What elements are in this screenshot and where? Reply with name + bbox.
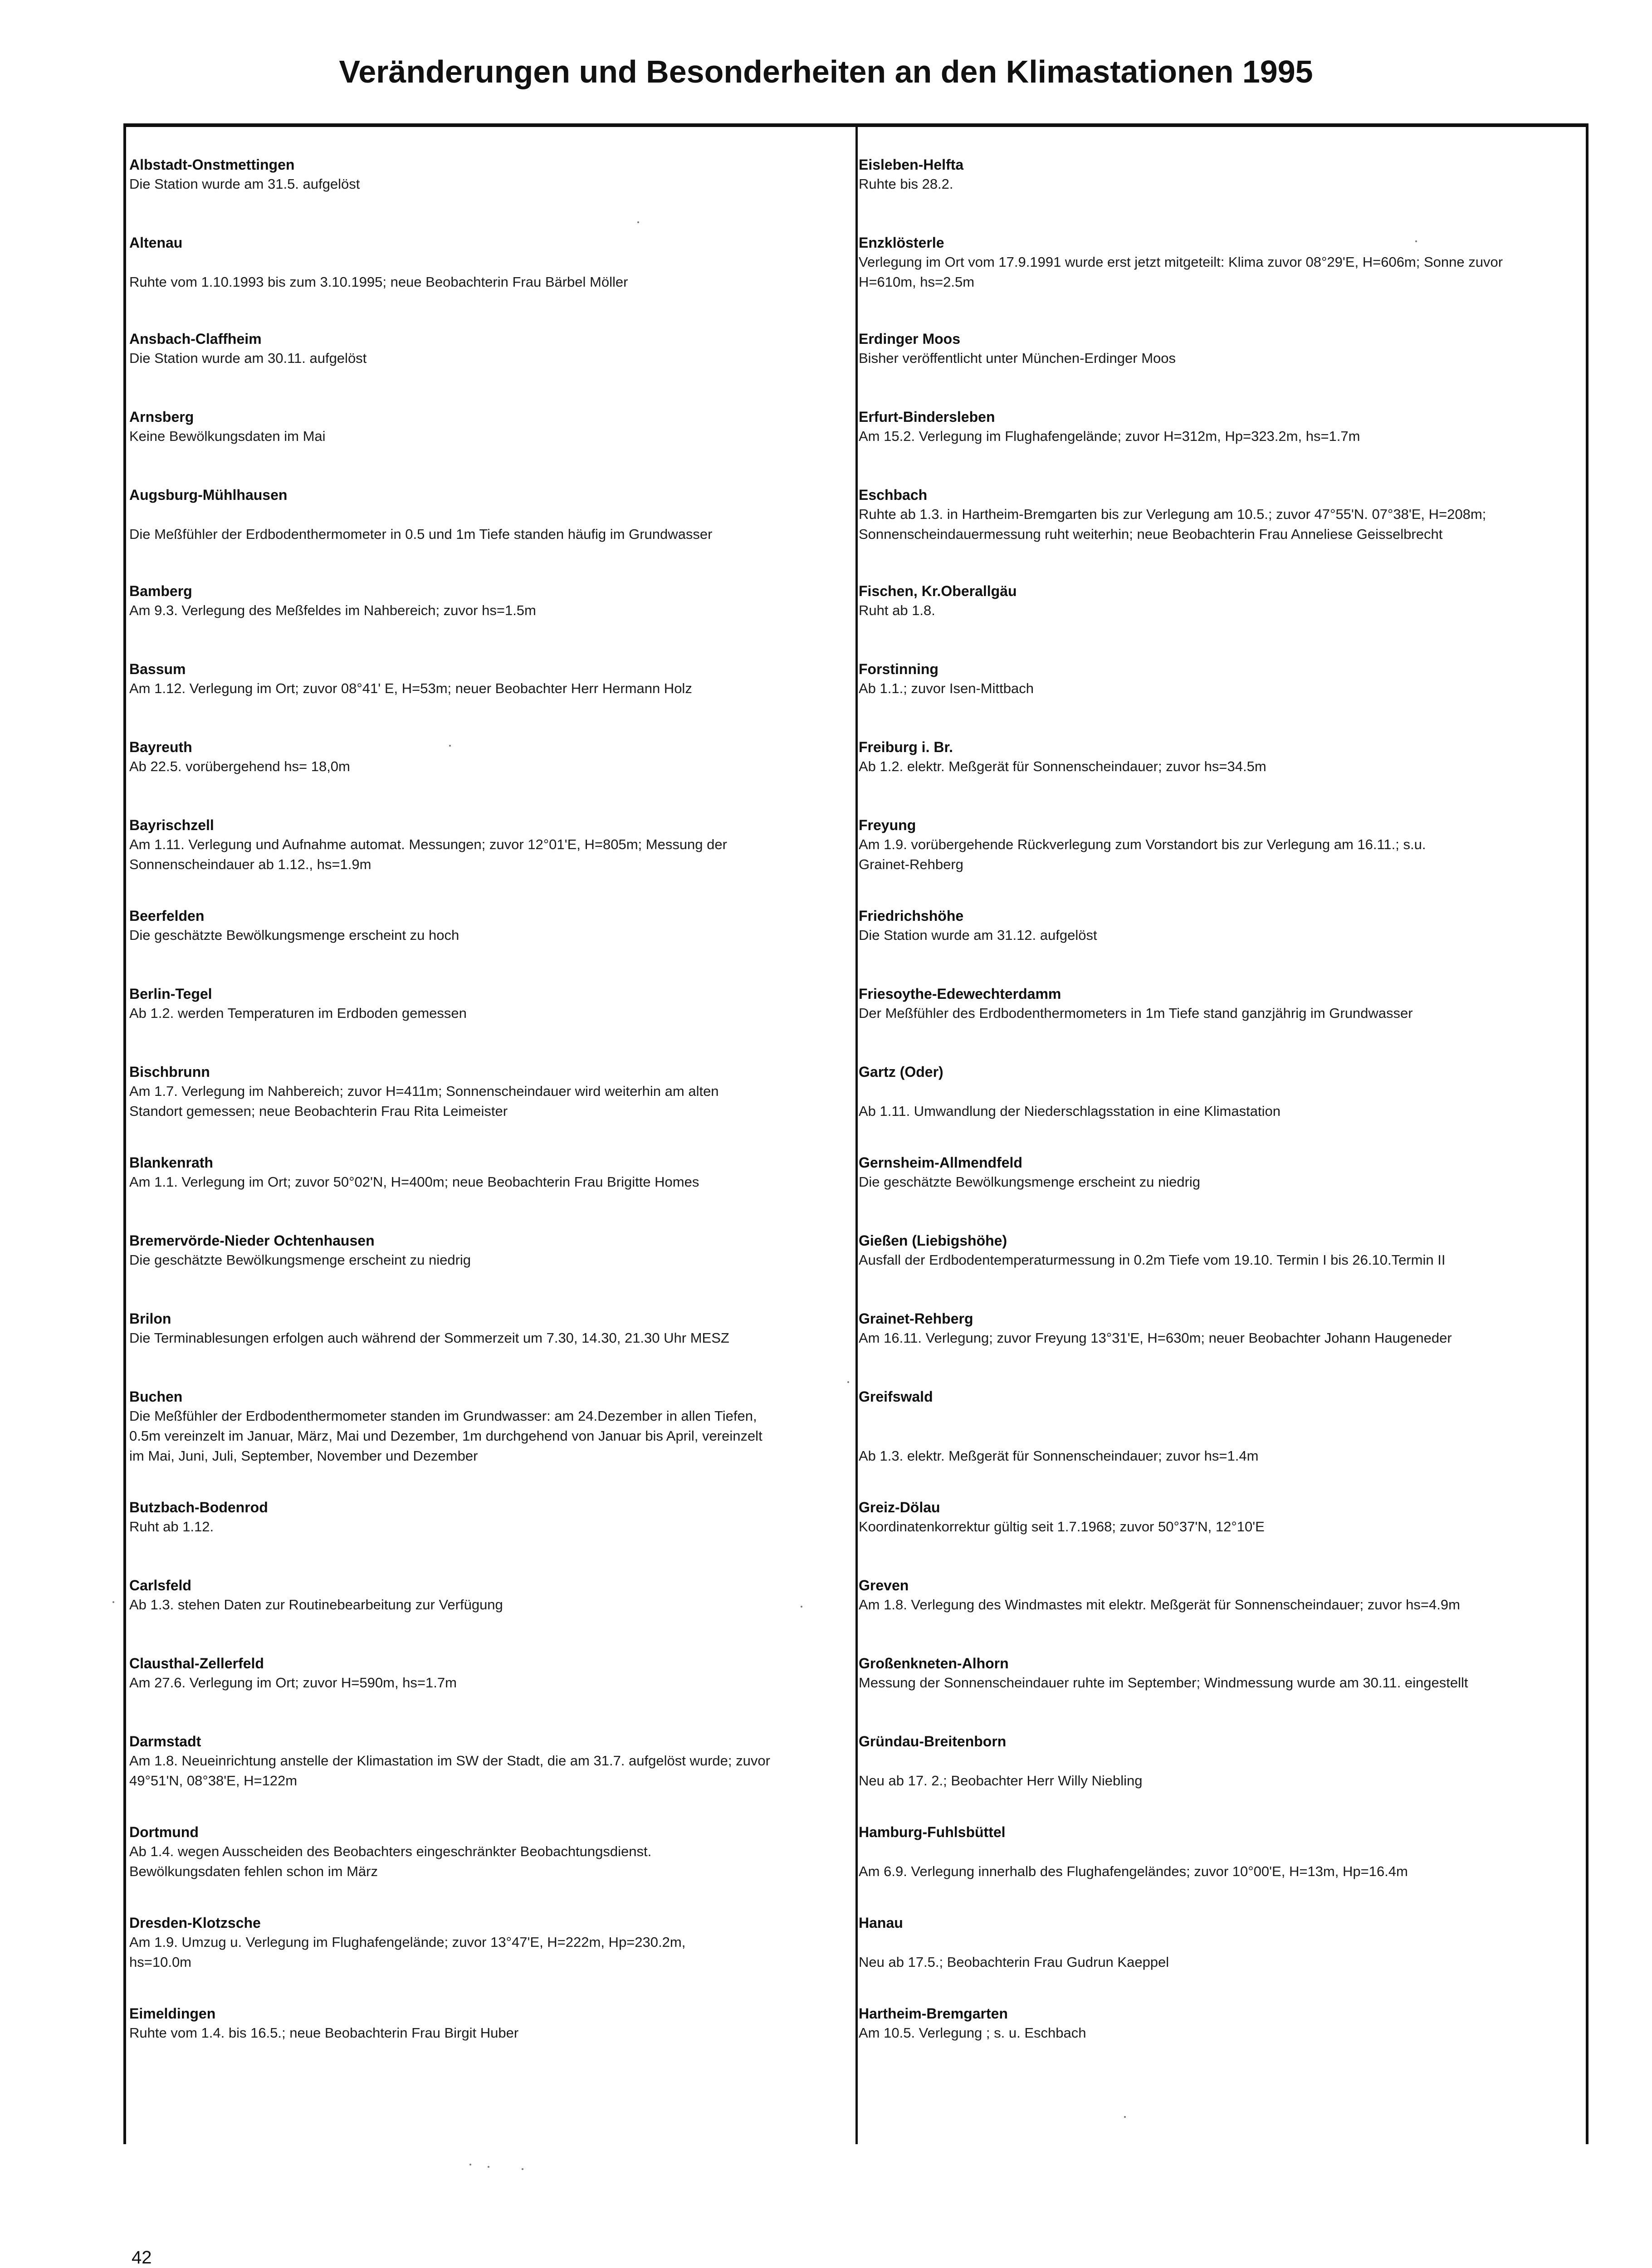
- station-entry: [129, 1732, 850, 1791]
- station-entry: [859, 582, 1580, 621]
- station-note: Bisher veröffentlicht unter München-Erdinger Moos: [859, 350, 1176, 366]
- scan-speck: [801, 1606, 802, 1608]
- station-name: Hamburg-Fuhlsbüttel: [859, 1824, 1006, 1840]
- station-entry: [129, 984, 850, 1023]
- station-note: Die Station wurde am 31.12. aufgelöst: [859, 927, 1097, 943]
- station-note: Die geschätzte Bewölkungsmenge erscheint zu hoch: [129, 927, 459, 943]
- station-note: Neu ab 17. 2.; Beobachter Herr Willy Niebling: [859, 1773, 1143, 1789]
- station-name: Ansbach-Claffheim: [129, 331, 262, 347]
- station-name: Gartz (Oder): [859, 1064, 943, 1080]
- station-note: Ab 1.2. elektr. Meßgerät für Sonnenscheindauer; zuvor hs=34.5m: [859, 758, 1266, 774]
- station-entry: [129, 738, 850, 777]
- scan-speck: [488, 2166, 489, 2168]
- station-entry: [129, 1498, 850, 1537]
- station-note: Am 1.7. Verlegung im Nahbereich; zuvor H=411m; Sonnenscheindauer wird weiterhin am alten Standort gemessen; neue Beobachterin Frau Rita Leimeister: [129, 1083, 719, 1119]
- station-name: Freiburg i. Br.: [859, 739, 953, 755]
- station-entry: [859, 984, 1580, 1023]
- station-name: Bayreuth: [129, 739, 192, 755]
- station-entry: [859, 816, 1580, 875]
- station-name: Altenau: [129, 235, 183, 251]
- station-entry: [129, 906, 850, 945]
- station-note: Am 1.12. Verlegung im Ort; zuvor 08°41' E, H=53m; neuer Beobachter Herr Hermann Holz: [129, 680, 692, 696]
- station-note: Ruhte vom 1.10.1993 bis zum 3.10.1995; neue Beobachterin Frau Bärbel Möller: [129, 274, 628, 290]
- station-note: Ruhte ab 1.3. in Hartheim-Bremgarten bis zur Verlegung am 10.5.; zuvor 47°55'N. 07°38'E, H=208m; Sonnenscheindauermessung ruht weiterhin; neue Beobachterin Frau Anneliese Geisselbrecht: [859, 506, 1486, 542]
- page-number: 42: [132, 2248, 152, 2268]
- table-right-border: [1586, 123, 1588, 2144]
- station-entry: [129, 1654, 850, 1693]
- station-entry: [859, 906, 1580, 945]
- station-entry: [859, 1576, 1580, 1615]
- station-entry: [129, 1062, 850, 1121]
- station-entry: [129, 1231, 850, 1270]
- station-name: Darmstadt: [129, 1733, 201, 1750]
- station-note: Am 9.3. Verlegung des Meßfeldes im Nahbereich; zuvor hs=1.5m: [129, 602, 536, 618]
- station-entry: [859, 1062, 1580, 1121]
- station-note: Ab 1.1.; zuvor Isen-Mittbach: [859, 680, 1034, 696]
- column-divider: [855, 123, 858, 2144]
- page-title: Veränderungen und Besonderheiten an den Klimastationen 1995: [339, 54, 1313, 89]
- station-name: Blankenrath: [129, 1154, 213, 1171]
- station-name: Friesoythe-Edewechterdamm: [859, 986, 1061, 1002]
- station-entry: [129, 2004, 850, 2043]
- station-entry: [129, 1913, 850, 1972]
- station-entry: [129, 329, 850, 368]
- station-entry: [129, 407, 850, 446]
- station-name: Friedrichshöhe: [859, 908, 964, 924]
- station-note: Am 6.9. Verlegung innerhalb des Flughafengeländes; zuvor 10°00'E, H=13m, Hp=16.4m: [859, 1863, 1408, 1879]
- station-note: Ab 1.11. Umwandlung der Niederschlagsstation in eine Klimastation: [859, 1103, 1281, 1119]
- station-name: Eimeldingen: [129, 2005, 216, 2022]
- station-note: Am 1.9. Umzug u. Verlegung im Flughafengelände; zuvor 13°47'E, H=222m, Hp=230.2m, hs=10.0m: [129, 1934, 686, 1970]
- station-note: Am 27.6. Verlegung im Ort; zuvor H=590m, hs=1.7m: [129, 1675, 457, 1691]
- table-top-border: [123, 123, 1587, 127]
- station-note: Am 1.1. Verlegung im Ort; zuvor 50°02'N, H=400m; neue Beobachterin Frau Brigitte Homes: [129, 1174, 699, 1190]
- station-note: Ab 1.3. elektr. Meßgerät für Sonnenscheindauer; zuvor hs=1.4m: [859, 1448, 1259, 1464]
- station-note: Messung der Sonnenscheindauer ruhte im September; Windmessung wurde am 30.11. eingestellt: [859, 1675, 1468, 1691]
- station-name: Hanau: [859, 1915, 903, 1931]
- station-name: Gründau-Breitenborn: [859, 1733, 1007, 1750]
- station-entry: [129, 485, 850, 544]
- station-name: Augsburg-Mühlhausen: [129, 487, 288, 503]
- station-name: Arnsberg: [129, 409, 194, 425]
- station-entry: [859, 155, 1580, 194]
- station-entry: [129, 233, 850, 292]
- station-name: Greifswald: [859, 1388, 933, 1405]
- station-note: Keine Bewölkungsdaten im Mai: [129, 428, 326, 444]
- station-note: Am 1.9. vorübergehende Rückverlegung zum Vorstandort bis zur Verlegung am 16.11.; s.u. Grainet-Rehberg: [859, 836, 1426, 872]
- station-name: Gernsheim-Allmendfeld: [859, 1154, 1022, 1171]
- station-note: Ruhte vom 1.4. bis 16.5.; neue Beobachterin Frau Birgit Huber: [129, 2025, 519, 2041]
- station-note: Die Terminablesungen erfolgen auch während der Sommerzeit um 7.30, 14.30, 21.30 Uhr MESZ: [129, 1330, 729, 1346]
- scan-speck: [847, 1381, 849, 1383]
- scan-speck: [112, 1601, 114, 1603]
- station-note: Die Station wurde am 31.5. aufgelöst: [129, 176, 360, 192]
- station-note: Ab 22.5. vorübergehend hs= 18,0m: [129, 758, 350, 774]
- station-name: Dortmund: [129, 1824, 199, 1840]
- station-name: Beerfelden: [129, 908, 205, 924]
- scan-speck: [522, 2168, 523, 2170]
- station-name: Carlsfeld: [129, 1577, 191, 1593]
- station-entry: [859, 1153, 1580, 1192]
- station-entry: [129, 1387, 850, 1466]
- station-name: Forstinning: [859, 661, 938, 677]
- station-entry: [129, 660, 850, 699]
- station-note: Am 1.8. Verlegung des Windmastes mit elektr. Meßgerät für Sonnenscheindauer; zuvor hs=4.9m: [859, 1597, 1460, 1613]
- station-name: Albstadt-Onstmettingen: [129, 156, 295, 173]
- station-name: Bamberg: [129, 583, 192, 599]
- scan-speck: [1415, 240, 1417, 242]
- station-note: Am 1.11. Verlegung und Aufnahme automat. Messungen; zuvor 12°01'E, H=805m; Messung der Sonnenscheindauer ab 1.12., hs=1.9m: [129, 836, 727, 872]
- station-entry: [129, 1309, 850, 1348]
- station-entry: [859, 1654, 1580, 1693]
- station-entry: [129, 1153, 850, 1192]
- station-name: Eschbach: [859, 487, 928, 503]
- station-entry: [859, 1913, 1580, 1972]
- station-entry: [859, 1231, 1580, 1270]
- station-note: Koordinatenkorrektur gültig seit 1.7.1968; zuvor 50°37'N, 12°10'E: [859, 1519, 1265, 1535]
- station-name: Erfurt-Bindersleben: [859, 409, 995, 425]
- station-note: Am 10.5. Verlegung ; s. u. Eschbach: [859, 2025, 1086, 2041]
- station-name: Greiz-Dölau: [859, 1499, 940, 1515]
- station-note: Die Meßfühler der Erdbodenthermometer standen im Grundwasser: am 24.Dezember in allen Tiefen, 0.5m vereinzelt im Januar, März, Mai und Dezember, 1m durchgehend von Januar bis April, vereinzelt im Mai, Juni, Juli, September, November und Dezember: [129, 1408, 762, 1464]
- station-entry: [129, 816, 850, 875]
- station-name: Bremervörde-Nieder Ochtenhausen: [129, 1232, 375, 1249]
- station-note: Der Meßfühler des Erdbodenthermometers in 1m Tiefe stand ganzjährig im Grundwasser: [859, 1005, 1413, 1021]
- station-entry: [129, 1823, 850, 1882]
- station-name: Eisleben-Helfta: [859, 156, 964, 173]
- station-note: Ab 1.3. stehen Daten zur Routinebearbeitung zur Verfügung: [129, 1597, 503, 1613]
- station-entry: [859, 1309, 1580, 1348]
- scan-speck: [1124, 2116, 1126, 2118]
- station-entry: [859, 233, 1580, 292]
- station-entry: [859, 660, 1580, 699]
- station-entry: [129, 1576, 850, 1615]
- station-name: Enzklösterle: [859, 235, 944, 251]
- station-note: Die Station wurde am 30.11. aufgelöst: [129, 350, 367, 366]
- station-entry: [859, 1823, 1580, 1882]
- station-entry: [859, 2004, 1580, 2043]
- station-entry: [129, 582, 850, 621]
- station-name: Butzbach-Bodenrod: [129, 1499, 268, 1515]
- scan-speck: [469, 2164, 471, 2165]
- station-name: Grainet-Rehberg: [859, 1310, 973, 1327]
- station-note: Am 16.11. Verlegung; zuvor Freyung 13°31'E, H=630m; neuer Beobachter Johann Haugeneder: [859, 1330, 1452, 1346]
- station-entry: [859, 1387, 1580, 1466]
- station-name: Gießen (Liebigshöhe): [859, 1232, 1007, 1249]
- station-note: Ruhte bis 28.2.: [859, 176, 953, 192]
- station-name: Freyung: [859, 817, 916, 833]
- station-note: Die geschätzte Bewölkungsmenge erscheint zu niedrig: [859, 1174, 1201, 1190]
- station-name: Dresden-Klotzsche: [129, 1915, 261, 1931]
- station-name: Clausthal-Zellerfeld: [129, 1655, 264, 1672]
- station-name: Fischen, Kr.Oberallgäu: [859, 583, 1017, 599]
- station-name: Brilon: [129, 1310, 171, 1327]
- station-entry: [859, 738, 1580, 777]
- scan-speck: [637, 221, 639, 223]
- station-name: Bischbrunn: [129, 1064, 210, 1080]
- station-name: Hartheim-Bremgarten: [859, 2005, 1008, 2022]
- station-note: Verlegung im Ort vom 17.9.1991 wurde erst jetzt mitgeteilt: Klima zuvor 08°29'E, H=606m; Sonne zuvor H=610m, hs=2.5m: [859, 254, 1503, 290]
- station-name: Erdinger Moos: [859, 331, 961, 347]
- station-note: Am 15.2. Verlegung im Flughafengelände; zuvor H=312m, Hp=323.2m, hs=1.7m: [859, 428, 1360, 444]
- station-entry: [859, 407, 1580, 446]
- station-note: Ab 1.4. wegen Ausscheiden des Beobachters eingeschränkter Beobachtungsdienst. Bewölkungsdaten fehlen schon im März: [129, 1843, 652, 1879]
- station-note: Ruht ab 1.8.: [859, 602, 935, 618]
- station-entry: [859, 1732, 1580, 1791]
- station-name: Bassum: [129, 661, 186, 677]
- station-entry: [129, 155, 850, 194]
- station-note: Die geschätzte Bewölkungsmenge erscheint zu niedrig: [129, 1252, 471, 1268]
- station-name: Berlin-Tegel: [129, 986, 212, 1002]
- station-entry: [859, 485, 1580, 544]
- station-note: Ruht ab 1.12.: [129, 1519, 214, 1535]
- station-name: Bayrischzell: [129, 817, 214, 833]
- station-entry: [859, 1498, 1580, 1537]
- station-note: Am 1.8. Neueinrichtung anstelle der Klimastation im SW der Stadt, die am 31.7. aufgelöst wurde; zuvor 49°51'N, 08°38'E, H=122m: [129, 1753, 770, 1789]
- station-name: Buchen: [129, 1388, 183, 1405]
- station-note: Die Meßfühler der Erdbodenthermometer in 0.5 und 1m Tiefe standen häufig im Grundwasser: [129, 526, 713, 542]
- table-left-border: [123, 123, 126, 2144]
- scan-speck: [449, 745, 451, 747]
- station-name: Großenkneten-Alhorn: [859, 1655, 1009, 1672]
- station-name: Greven: [859, 1577, 909, 1593]
- station-note: Ausfall der Erdbodentemperaturmessung in 0.2m Tiefe vom 19.10. Termin I bis 26.10.Termin II: [859, 1252, 1446, 1268]
- station-note: Neu ab 17.5.; Beobachterin Frau Gudrun Kaeppel: [859, 1954, 1169, 1970]
- station-note: Ab 1.2. werden Temperaturen im Erdboden gemessen: [129, 1005, 467, 1021]
- station-entry: [859, 329, 1580, 368]
